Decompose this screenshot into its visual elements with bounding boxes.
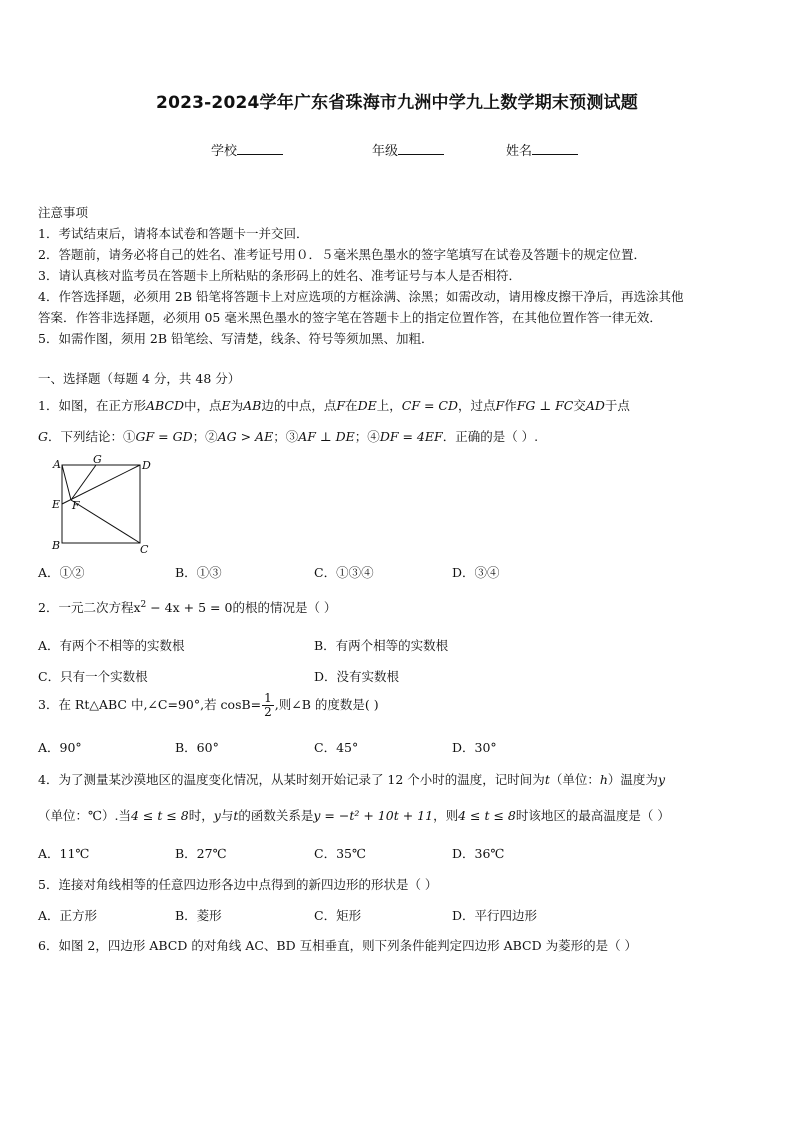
q2-option-c[interactable]: C．只有一个实数根 — [38, 669, 148, 684]
question-2 — [38, 598, 336, 616]
q1-math: AG > AE — [217, 429, 274, 444]
page-title: 2023-2024学年广东省珠海市九洲中学九上数学期末预测试题 — [156, 93, 638, 113]
segment-fc — [71, 500, 140, 543]
question-5: 5．连接对角线相等的任意四边形各边中点得到的新四边形的形状是（ ） — [38, 877, 438, 892]
grade-blank[interactable] — [398, 142, 444, 155]
q4-math: y = −t² + 10t + 11 — [313, 808, 434, 823]
q5-option-d[interactable]: D．平行四边形 — [452, 908, 538, 923]
q1-text: ．正确的是（ ）. — [442, 429, 539, 444]
q2-option-a[interactable]: A．有两个不相等的实数根 — [38, 638, 185, 653]
grade-label: 年级 — [372, 144, 399, 159]
q4-math: 4 ≤ t ≤ 8 — [130, 808, 189, 823]
question-4-line-2 — [38, 806, 670, 824]
q1-option-c[interactable]: C．①③④ — [314, 565, 374, 580]
q1-math: GF = GD — [135, 429, 193, 444]
q1-text: 中，点 — [184, 398, 222, 413]
q5-option-b[interactable]: B．菱形 — [175, 908, 222, 923]
note-item: 4．作答选择题，必须用 2B 铅笔将答题卡上对应选项的方框涂满、涂黑；如需改动，请用橡皮擦干净后，再选涂其他 — [38, 289, 684, 304]
grade-field — [372, 140, 444, 159]
q2-math: − 4x + 5 = 0 — [146, 600, 233, 615]
q1-text: 在 — [345, 398, 358, 413]
segment-af — [62, 465, 71, 500]
note-item: 1．考试结束后，请将本试卷和答题卡一并交回． — [38, 226, 309, 241]
q1-option-d[interactable]: D．③④ — [452, 565, 500, 580]
note-item: 答案．作答非选择题，必须用 05 毫米黑色墨水的签字笔在答题卡上的指定位置作答，在其他位置作答一律无效． — [38, 310, 662, 325]
q3-option-a[interactable]: A．90° — [38, 740, 82, 755]
q1-option-b[interactable]: B．①③ — [175, 565, 222, 580]
q4-text: （单位： — [549, 772, 600, 787]
question-1-line-2 — [38, 427, 538, 445]
school-field — [211, 140, 283, 159]
q4-text: ，则 — [433, 808, 459, 823]
q2-math: 2 — [140, 599, 147, 610]
q4-math: t — [233, 808, 239, 823]
q3-numerator: 1 — [264, 691, 272, 705]
q5-option-c[interactable]: C．矩形 — [314, 908, 362, 923]
label-d: D — [142, 459, 151, 472]
q1-text: 上， — [376, 398, 402, 413]
q4-math: y — [213, 808, 221, 823]
q1-text: ．下列结论：① — [48, 429, 136, 444]
q1-option-a[interactable]: A．①② — [38, 565, 85, 580]
q3-text: ,则∠B 的度数是( ) — [274, 697, 379, 712]
q3-denominator: 2 — [264, 705, 272, 719]
name-field — [506, 140, 578, 159]
q4-option-c[interactable]: C．35℃ — [314, 846, 366, 861]
q4-text: ）温度为 — [607, 772, 658, 787]
q4-text: 时该地区的最高温度是（ ） — [515, 808, 670, 823]
q2-text: 2．一元二次方程 — [38, 600, 134, 615]
q3-fraction — [262, 692, 274, 719]
q1-math: DE — [357, 398, 377, 413]
q1-text: 1．如图，在正方形 — [38, 398, 146, 413]
q2-text: 的根的情况是（ ） — [232, 600, 337, 615]
q4-math: y — [657, 772, 665, 787]
label-b: B — [52, 539, 61, 552]
q2-option-b[interactable]: B．有两个相等的实数根 — [314, 638, 449, 653]
q4-option-a[interactable]: A．11℃ — [38, 846, 90, 861]
name-label: 姓名 — [506, 144, 533, 159]
q4-text: 的函数关系是 — [238, 808, 314, 823]
question-4-line-1 — [38, 770, 665, 788]
note-item: 2．答题前，请务必将自己的姓名、准考证号用０．５毫米黑色墨水的签字笔填写在试卷及答题卡的规定位置． — [38, 247, 646, 262]
q1-math: DF = 4EF — [379, 429, 443, 444]
note-item: 5．如需作图，须用 2B 铅笔绘、写清楚，线条、符号等须加黑、加粗． — [38, 331, 434, 346]
q1-text: 为 — [230, 398, 244, 413]
q1-text: 边的中点，点 — [261, 398, 337, 413]
label-f: F — [72, 499, 80, 512]
q4-text: 时， — [188, 808, 214, 823]
q1-math: F — [495, 398, 505, 413]
name-blank[interactable] — [532, 142, 578, 155]
q4-text: 与 — [220, 808, 234, 823]
q1-text: 于点 — [604, 398, 630, 413]
question-3 — [38, 692, 379, 719]
note-item: 3．请认真核对监考员在答题卡上所粘贴的条形码上的姓名、准考证号与本人是否相符． — [38, 268, 521, 283]
q1-text: ；③ — [273, 429, 299, 444]
label-g: G — [93, 455, 102, 466]
q3-option-b[interactable]: B．60° — [175, 740, 219, 755]
question-1-line-1 — [38, 396, 630, 414]
q1-math: F — [336, 398, 346, 413]
segment-fg — [71, 465, 96, 500]
q3-option-c[interactable]: C．45° — [314, 740, 359, 755]
q4-option-b[interactable]: B．27℃ — [175, 846, 227, 861]
q1-text: ，过点 — [458, 398, 496, 413]
q1-math: FG ⊥ FC — [516, 398, 574, 413]
q3-option-d[interactable]: D．30° — [452, 740, 497, 755]
q4-math: 4 ≤ t ≤ 8 — [458, 808, 516, 823]
q1-math: AF ⊥ DE — [298, 429, 355, 444]
q3-text: 3．在 Rt△ABC 中,∠C=90°,若 cosB= — [38, 697, 262, 712]
q2-option-d[interactable]: D．没有实数根 — [314, 669, 400, 684]
q1-math: AD — [585, 398, 605, 413]
label-c: C — [140, 543, 149, 555]
q4-math: t — [544, 772, 550, 787]
q1-math: CF = CD — [401, 398, 459, 413]
section-heading: 一、选择题（每题 4 分，共 48 分） — [38, 371, 241, 386]
question-6: 6．如图 2，四边形 ABCD 的对角线 AC、BD 互相垂直，则下列条件能判定四边形 ABCD 为菱形的是（ ） — [38, 938, 638, 953]
school-blank[interactable] — [237, 142, 283, 155]
q1-text: ；④ — [354, 429, 380, 444]
q4-option-d[interactable]: D．36℃ — [452, 846, 505, 861]
q1-math: AB — [243, 398, 262, 413]
q5-option-a[interactable]: A．正方形 — [38, 908, 98, 923]
square-figure — [50, 455, 160, 555]
q4-math: h — [599, 772, 608, 787]
q1-text: 作 — [504, 398, 517, 413]
q1-math: G — [38, 429, 48, 444]
q1-text: 交 — [573, 398, 586, 413]
notes-heading: 注意事项 — [38, 205, 89, 220]
label-e: E — [52, 498, 61, 511]
q1-math: ABCD — [145, 398, 184, 413]
q4-text: 4．为了测量某沙漠地区的温度变化情况，从某时刻开始记录了 12 个小时的温度，记时间为 — [38, 772, 545, 787]
q2-math: x — [133, 600, 141, 615]
q1-text: ；② — [192, 429, 218, 444]
q1-math: E — [221, 398, 231, 413]
label-a: A — [53, 458, 61, 471]
school-label: 学校 — [211, 144, 238, 159]
q4-text: （单位：℃）.当 — [38, 808, 131, 823]
